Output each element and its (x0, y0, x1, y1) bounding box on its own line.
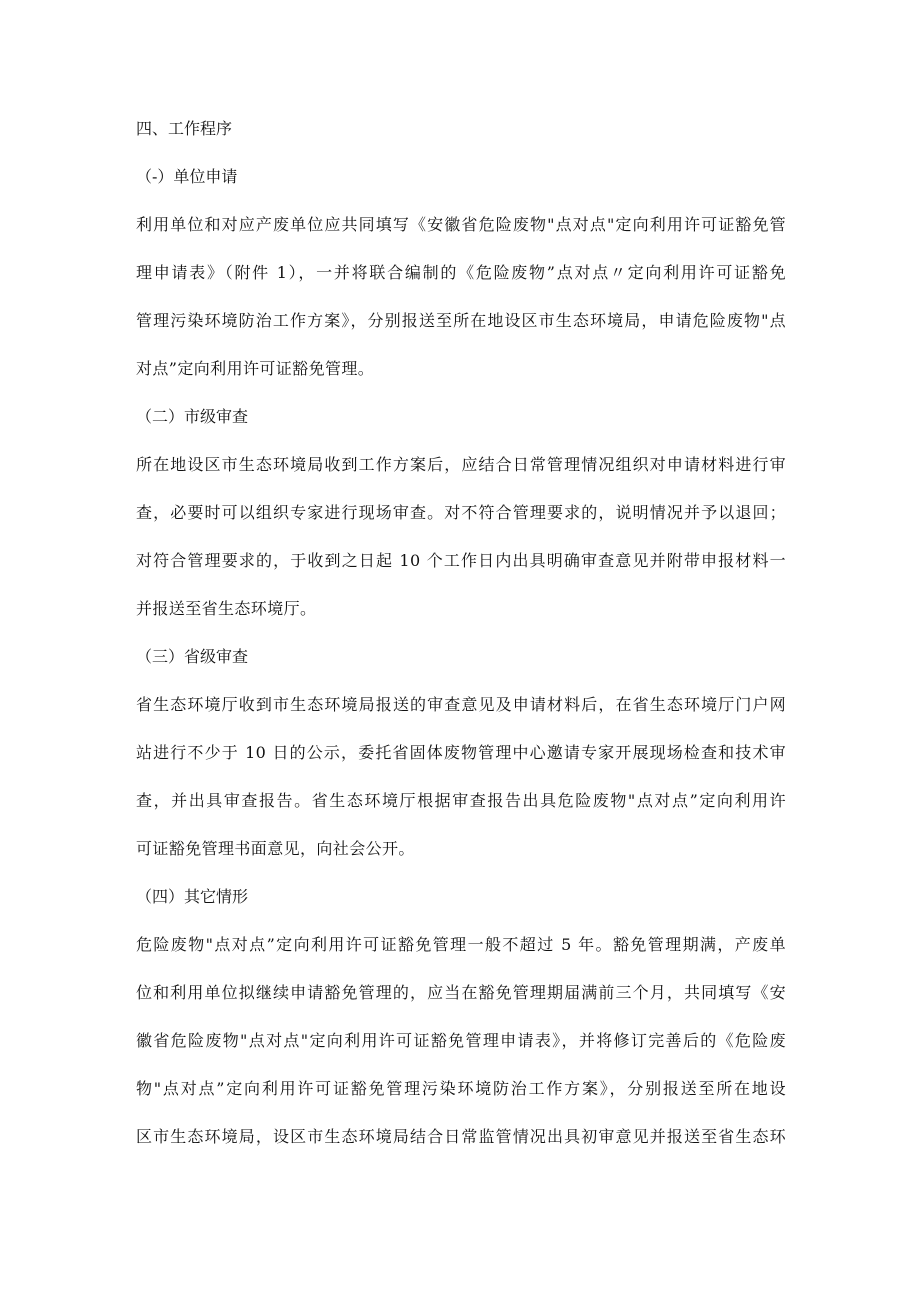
section-body-province-review (136, 693, 786, 861)
main-heading: 四、工作程序 (136, 119, 233, 138)
paragraph-line: 位和利用单位拟继续申请豁免管理的，应当在豁免管理期届满前三个月，共同填写《安 (136, 983, 786, 1002)
paragraph-line: 并报送至省生态环境厅。 (136, 599, 317, 618)
document-page (136, 117, 786, 1173)
section-title-unit-application: （-）单位申请 (136, 167, 238, 186)
paragraph-line: 理申请表》（附件 1），一并将联合编制的《危险废物”点对点〃定向利用许可证豁免 (136, 263, 786, 282)
paragraph-line: 可证豁免管理书面意见，向社会公开。 (136, 839, 415, 858)
section-title-province-review: （三）省级审查 (136, 647, 249, 666)
paragraph-line: 徽省危险废物"点对点"定向利用许可证豁免管理申请表》，并将修订完善后的《危险废 (136, 1031, 786, 1050)
paragraph-line: 区市生态环境局，设区市生态环境局结合日常监管情况出具初审意见并报送至省生态环 (136, 1127, 786, 1146)
paragraph-line: 省生态环境厅收到市生态环境局报送的审查意见及申请材料后，在省生态环境厅门户网 (136, 695, 786, 714)
paragraph-line: 对符合管理要求的，于收到之日起 10 个工作日内出具明确审查意见并附带申报材料一 (136, 551, 786, 570)
paragraph-line: 管理污染环境防治工作方案》，分别报送至所在地设区市生态环境局，申请危险废物"点 (136, 311, 786, 330)
paragraph-line: 危险废物"点对点”定向利用许可证豁免管理一般不超过 5 年。豁免管理期满，产废单 (136, 935, 786, 954)
section-body-city-review (136, 453, 786, 621)
paragraph-line: 查，必要时可以组织专家进行现场审查。对不符合管理要求的，说明情况并予以退回； (136, 503, 786, 522)
paragraph-line: 利用单位和对应产废单位应共同填写《安徽省危险废物"点对点"定向利用许可证豁免管 (136, 215, 786, 234)
paragraph-line: 物"点对点”定向利用许可证豁免管理污染环境防治工作方案》，分别报送至所在地设 (136, 1079, 786, 1098)
section-title-city-review: （二）市级审查 (136, 407, 249, 426)
paragraph-line: 查，并出具审查报告。省生态环境厅根据审查报告出具危险废物"点对点”定向利用许 (136, 791, 786, 810)
section-body-unit-application (136, 213, 786, 381)
paragraph-line: 站进行不少于 10 日的公示，委托省固体废物管理中心邀请专家开展现场检查和技术审 (136, 743, 786, 762)
section-body-other-cases (136, 933, 786, 1149)
section-title-other-cases: （四）其它情形 (136, 887, 249, 906)
paragraph-line: 所在地设区市生态环境局收到工作方案后，应结合日常管理情况组织对申请材料进行审 (136, 455, 786, 474)
paragraph-line: 对点”定向利用许可证豁免管理。 (136, 359, 375, 378)
